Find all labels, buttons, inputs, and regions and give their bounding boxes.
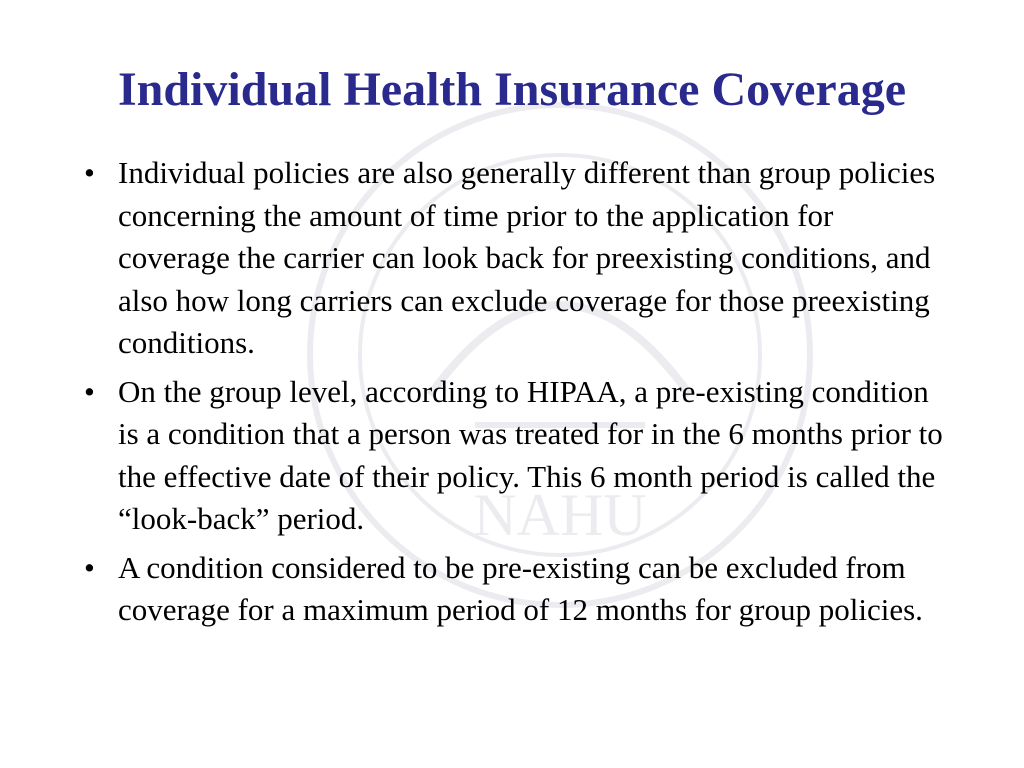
- bullet-item: [84, 371, 944, 541]
- bullet-item: [84, 547, 944, 632]
- slide-title: Individual Health Insurance Coverage: [117, 63, 907, 116]
- bullet-text: Individual policies are also generally different than group policies concerning the amount of time prior to the application for coverage the carrier can look back for preexisting conditions, and also how long carriers can exclude coverage for those preexisting conditions.: [118, 155, 936, 360]
- bullet-text: On the group level, according to HIPAA, a pre-existing condition is a condition that a person was treated for in the 6 months prior to the effective date of their policy. This 6 month period is called the “look-back” period.: [118, 373, 943, 536]
- bullet-icon: •: [84, 155, 95, 190]
- bullet-list: [84, 152, 944, 638]
- bullet-item: [84, 152, 944, 365]
- bullet-icon: •: [84, 549, 95, 585]
- bullet-text: A condition considered to be pre-existing can be excluded from coverage for a maximum period of 12 months for group policies.: [118, 549, 923, 627]
- watermark-text: NAHU: [473, 482, 647, 548]
- bullet-icon: •: [84, 373, 95, 409]
